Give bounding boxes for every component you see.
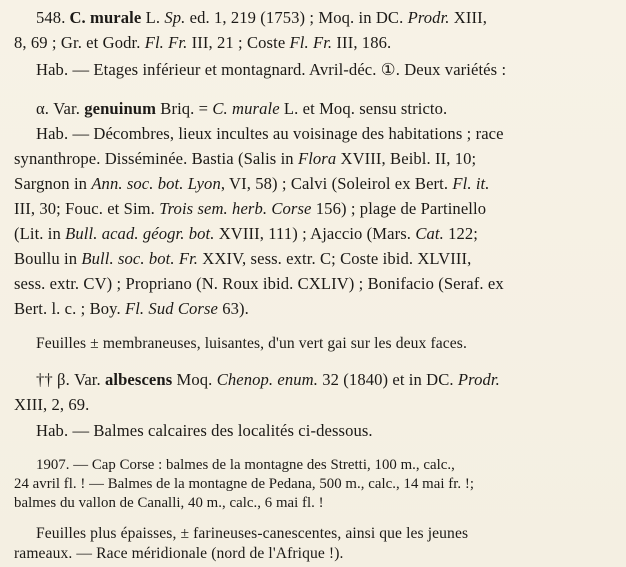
var-alpha-line-1 — [36, 99, 447, 119]
variety-name: genuinum — [84, 99, 157, 118]
text-span: Feuilles plus épaisses, ± farineuses-canescentes, ainsi que les jeunes — [36, 525, 469, 542]
text-span: (Lit. in — [14, 224, 66, 243]
var-alpha-line-9 — [14, 299, 249, 319]
text-span: Feuilles ± membraneuses, luisantes, d'un vert gai sur les deux faces. — [36, 335, 467, 352]
text-span: III, 30; Fouc. et Sim. — [14, 199, 160, 218]
text-span: synanthrope. Disséminée. Bastia (Salis in — [14, 149, 298, 168]
species-name: C. murale — [69, 8, 142, 27]
text-span: Hab. — Décombres, lieux incultes au voisinage des habitations ; race — [36, 124, 504, 143]
text-span: III, 21 ; Coste — [187, 33, 290, 52]
text-span: Sargnon in — [14, 174, 92, 193]
variety-name: albescens — [105, 370, 173, 389]
text-span: Hab. — Etages inférieur et montagnard. Avril-déc. ①. Deux variétés : — [36, 60, 507, 79]
text-span: XVIII, 111) ; Ajaccio (Mars. — [214, 224, 416, 243]
italic-ref: Prodr. — [457, 370, 500, 389]
entry-548-habitat — [36, 60, 506, 80]
var-beta-line-1 — [36, 370, 500, 390]
text-span: 122; — [443, 224, 478, 243]
italic-ref: Cat. — [415, 224, 444, 243]
italic-ref: Fl. Fr. — [144, 33, 188, 52]
text-span: Hab. — Balmes calcaires des localités ci-dessous. — [36, 421, 373, 440]
entry-548-line-2 — [14, 33, 391, 53]
entry-548-line-1 — [36, 8, 487, 28]
entry-number: 548. — [36, 8, 66, 27]
italic-ref: Chenop. enum. — [216, 370, 318, 389]
text-span: L. — [141, 8, 165, 27]
text-span: 1907. — Cap Corse : balmes de la montagne des Stretti, 100 m., calc., — [36, 457, 455, 473]
text-span: Briq. = — [156, 99, 213, 118]
text-span: L. et Moq. sensu stricto. — [279, 99, 448, 118]
text-span: 8, 69 ; Gr. et Godr. — [14, 33, 145, 52]
var-alpha-line-7 — [14, 249, 471, 269]
italic-ref: Trois sem. herb. Corse — [159, 199, 312, 218]
text-span: Bert. l. c. ; Boy. — [14, 299, 125, 318]
text-span: ed. 1, 219 (1753) ; Moq. in DC. — [185, 8, 408, 27]
var-alpha-line-5 — [14, 199, 486, 219]
text-span: , VI, 58) ; Calvi (Soleirol ex Bert. — [220, 174, 453, 193]
text-span: 24 avril fl. ! — Balmes de la montagne de Pedana, 500 m., calc., 14 mai fr. !; — [14, 476, 475, 492]
italic-ref: Ann. soc. bot. Lyon — [91, 174, 221, 193]
var-beta-note-1 — [36, 524, 468, 544]
italic-ref: Fl. it. — [452, 174, 490, 193]
text-span: 156) ; plage de Partinello — [311, 199, 487, 218]
var-beta-habitat — [36, 421, 373, 441]
italic-ref: Prodr. — [407, 8, 450, 27]
var-beta-observation-2 — [14, 474, 474, 494]
text-span: XVIII, Beibl. II, 10; — [336, 149, 477, 168]
text-span: XXIV, sess. extr. C; Coste ibid. XLVIII, — [198, 249, 472, 268]
italic-ref: Bull. soc. bot. Fr. — [81, 249, 199, 268]
text-span: sess. extr. CV) ; Propriano (N. Roux ibid. CXLIV) ; Bonifacio (Seraf. ex — [14, 274, 504, 293]
text-span: Moq. — [172, 370, 217, 389]
text-span: XIII, — [449, 8, 488, 27]
var-alpha-line-4 — [14, 174, 490, 194]
var-beta-observation-3 — [14, 493, 324, 513]
text-span: †† β. Var. — [36, 370, 105, 389]
text-span: XIII, 2, 69. — [14, 395, 90, 414]
italic-ref: C. murale — [212, 99, 280, 118]
var-beta-note-2 — [14, 544, 344, 564]
var-beta-observation-1 — [36, 455, 455, 475]
text-span: 63). — [218, 299, 249, 318]
var-alpha-line-6 — [14, 224, 478, 244]
italic-ref: Flora — [297, 149, 337, 168]
italic-ref: Fl. Fr. — [289, 33, 333, 52]
text-span: rameaux. — Race méridionale (nord de l'Afrique !). — [14, 545, 344, 562]
var-alpha-note — [36, 334, 467, 354]
text-span: α. Var. — [36, 99, 85, 118]
text-span: Boullu in — [14, 249, 82, 268]
var-alpha-line-2 — [36, 124, 504, 144]
italic-ref: Bull. acad. géogr. bot. — [65, 224, 215, 243]
var-alpha-line-8 — [14, 274, 504, 294]
var-alpha-line-3 — [14, 149, 476, 169]
text-span: balmes du vallon de Canalli, 40 m., calc., 6 mai fl. ! — [14, 495, 324, 511]
italic-ref: Sp. — [164, 8, 186, 27]
italic-ref: Fl. Sud Corse — [124, 299, 219, 318]
text-span: III, 186. — [332, 33, 392, 52]
var-beta-line-2 — [14, 395, 89, 415]
text-span: 32 (1840) et in DC. — [318, 370, 458, 389]
